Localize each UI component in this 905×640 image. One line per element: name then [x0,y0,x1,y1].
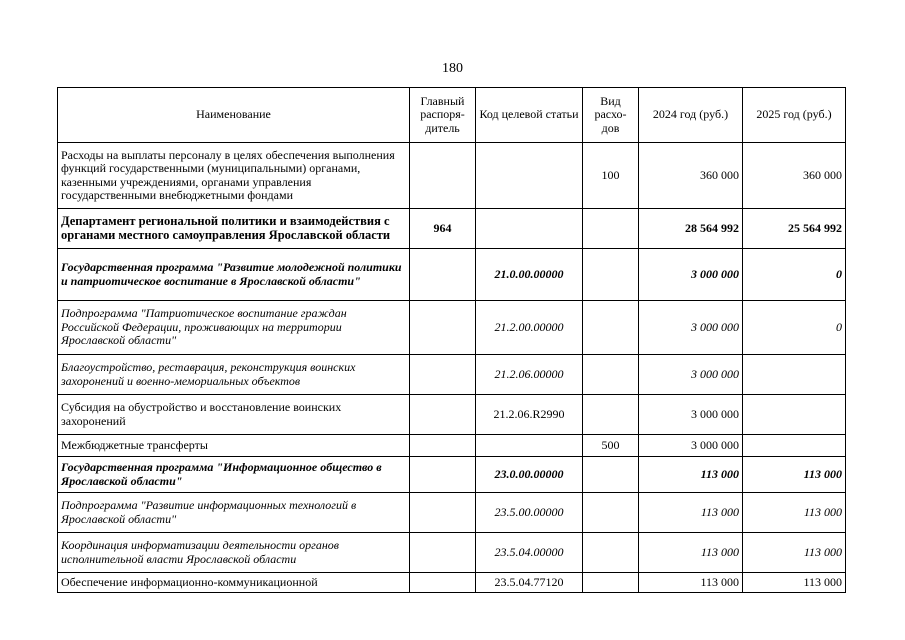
row-type-cell [583,457,639,493]
header-name: Наименование [58,88,410,143]
row-code-cell: 21.2.06.R2990 [476,395,583,435]
table-row [58,249,846,301]
table-row [58,143,846,209]
row-2024-cell: 3 000 000 [639,249,743,301]
row-2025-cell: 113 000 [743,533,846,573]
row-admin-cell [410,533,476,573]
row-2024-cell: 113 000 [639,533,743,573]
row-type-cell [583,493,639,533]
row-name-cell: Государственная программа "Развитие молодежной политики и патриотическое воспитание в Ярославской области" [58,249,410,301]
row-code-cell [476,143,583,209]
row-code-cell: 23.0.00.00000 [476,457,583,493]
row-code-cell: 21.2.06.00000 [476,355,583,395]
row-admin-cell [410,143,476,209]
table-header-row [58,88,846,143]
row-code-cell: 23.5.04.00000 [476,533,583,573]
row-2024-cell: 28 564 992 [639,209,743,249]
row-name-cell: Подпрограмма "Развитие информационных технологий в Ярославской области" [58,493,410,533]
row-name-cell: Субсидия на обустройство и восстановление воинских захоронений [58,395,410,435]
row-code-cell: 21.2.00.00000 [476,301,583,355]
row-2024-cell: 360 000 [639,143,743,209]
page-number: 180 [442,61,463,76]
row-type-cell: 500 [583,435,639,457]
row-type-cell [583,355,639,395]
row-type-cell [583,533,639,573]
table-row [58,533,846,573]
row-type-cell [583,209,639,249]
row-name-cell: Благоустройство, реставрация, реконструкция воинских захоронений и военно-мемориальных объектов [58,355,410,395]
row-type-cell [583,249,639,301]
row-admin-cell [410,435,476,457]
table-row [58,395,846,435]
budget-table [57,87,846,593]
row-2025-cell [743,355,846,395]
table-row [58,209,846,249]
row-admin-cell [410,457,476,493]
row-2025-cell [743,435,846,457]
row-name-cell: Координация информатизации деятельности органов исполнительной власти Ярославской области [58,533,410,573]
row-admin-cell [410,573,476,593]
row-2024-cell: 3 000 000 [639,355,743,395]
row-2025-cell: 0 [743,249,846,301]
row-name-cell: Расходы на выплаты персоналу в целях обеспечения выполнения функций государственными (муниципальными) органами, казенными учреждениями, органами управления государственными внебюджетными фондами [58,143,410,209]
row-2025-cell: 113 000 [743,457,846,493]
row-code-cell: 21.0.00.00000 [476,249,583,301]
table-row [58,493,846,533]
table-row [58,435,846,457]
header-admin: Главный распоря-дитель [410,88,476,143]
table-row [58,457,846,493]
header-type: Вид расхо-дов [583,88,639,143]
row-admin-cell [410,301,476,355]
row-2024-cell: 3 000 000 [639,435,743,457]
row-admin-cell [410,249,476,301]
row-2025-cell: 113 000 [743,493,846,533]
row-2024-cell: 3 000 000 [639,301,743,355]
row-code-cell [476,435,583,457]
row-name-cell: Государственная программа "Информационное общество в Ярославской области" [58,457,410,493]
row-2025-cell: 25 564 992 [743,209,846,249]
header-2024: 2024 год (руб.) [639,88,743,143]
row-type-cell [583,573,639,593]
row-2025-cell: 113 000 [743,573,846,593]
row-2025-cell [743,395,846,435]
table-row [58,355,846,395]
row-code-cell: 23.5.04.77120 [476,573,583,593]
row-admin-cell: 964 [410,209,476,249]
row-admin-cell [410,493,476,533]
row-type-cell [583,395,639,435]
row-admin-cell [410,355,476,395]
row-type-cell: 100 [583,143,639,209]
table-row [58,301,846,355]
row-2024-cell: 113 000 [639,457,743,493]
row-2025-cell: 0 [743,301,846,355]
row-2024-cell: 3 000 000 [639,395,743,435]
row-name-cell: Межбюджетные трансферты [58,435,410,457]
row-type-cell [583,301,639,355]
row-2024-cell: 113 000 [639,573,743,593]
row-2024-cell: 113 000 [639,493,743,533]
row-2025-cell: 360 000 [743,143,846,209]
table-row [58,573,846,593]
row-code-cell [476,209,583,249]
header-code: Код целевой статьи [476,88,583,143]
row-name-cell: Департамент региональной политики и взаимодействия с органами местного самоуправления Ярославской области [58,209,410,249]
row-name-cell: Обеспечение информационно-коммуникационной [58,573,410,593]
header-2025: 2025 год (руб.) [743,88,846,143]
row-name-cell: Подпрограмма "Патриотическое воспитание граждан Российской Федерации, проживающих на территории Ярославской области" [58,301,410,355]
row-code-cell: 23.5.00.00000 [476,493,583,533]
row-admin-cell [410,395,476,435]
